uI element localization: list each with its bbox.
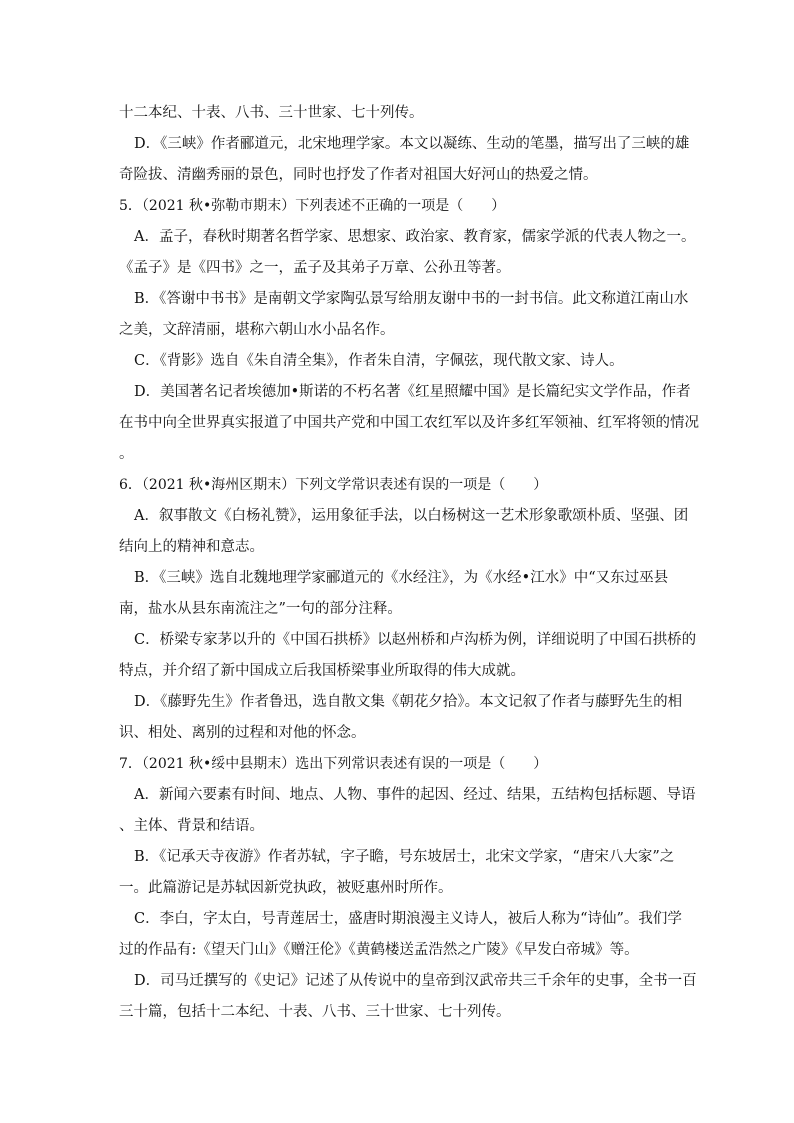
option-b-q5: B．《答谢中书书》是南朝文学家陶弘景写给朋友谢中书的一封书信。此文称道江南山水 (134, 291, 689, 307)
option-b-q6: B．《三峡》选自北魏地理学家郦道元的《水经注》，为《水经•江水》中“又东过巫县 (134, 570, 669, 586)
option-a-q7: A．新闻六要素有时间、地点、人物、事件的起因、经过、结果，五结构包括标题、导语 (134, 787, 696, 803)
option-c-q7: C．李白，字太白，号青莲居士，盛唐时期浪漫主义诗人，被后人称为“诗仙”。我们学 (134, 911, 682, 927)
text-line: 在书中向全世界真实报道了中国共产党和中国工农红军以及许多红军领袖、红军将领的情况 (119, 415, 699, 431)
text-line: 《孟子》是《四书》之一，孟子及其弟子万章、公孙丑等著。 (119, 260, 511, 276)
text-line: 十二本纪、十表、八书、三十世家、七十列传。 (119, 105, 424, 121)
option-d-q7: D．司马迁撰写的《史记》记述了从传说中的皇帝到汉武帝共三千余年的史事，全书一百 (134, 973, 697, 989)
option-a-q5: A．孟子，春秋时期著名哲学家、思想家、政治家、教育家，儒家学派的代表人物之一。 (134, 229, 696, 245)
text-line: 一。此篇游记是苏轼因新党执政，被贬惠州时所作。 (119, 880, 453, 896)
text-line: 、主体、背景和结语。 (119, 818, 264, 834)
text-line: 特点，并介绍了新中国成立后我国桥梁事业所取得的伟大成就。 (119, 663, 525, 679)
option-d-q6: D．《藤野先生》作者鲁迅，选自散文集《朝花夕拾》。本文记叙了作者与藤野先生的相 (134, 694, 683, 710)
text-line: 之美，文辞清丽，堪称六朝山水小品名作。 (119, 322, 395, 338)
text-line: 过的作品有:《望天门山》《赠汪伦》《黄鹤楼送孟浩然之广陵》《早发白帝城》等。 (119, 942, 639, 958)
text-line: 。 (119, 446, 134, 462)
option-d-q4: D．《三峡》作者郦道元，北宋地理学家。本文以凝练、生动的笔墨，描写出了三峡的雄 (134, 136, 690, 152)
question-6: 6．（2021 秋•海州区期末）下列文学常识表述有误的一项是（ ） (119, 477, 548, 493)
option-d-q5: D．美国著名记者埃德加•斯诺的不朽名著《红星照耀中国》是长篇纪实文学作品，作者 (134, 384, 691, 400)
option-a-q6: A．叙事散文《白杨礼赞》，运用象征手法，以白杨树这一艺术形象歌颂朴质、坚强、团 (134, 508, 689, 524)
option-c-q5: C．《背影》选自《朱自清全集》，作者朱自清，字佩弦，现代散文家、诗人。 (134, 353, 624, 369)
question-5: 5．（2021 秋•弥勒市期末）下列表述不正确的一项是（ ） (119, 198, 506, 214)
text-line: 结向上的精神和意志。 (119, 539, 264, 555)
text-line: 三十篇，包括十二本纪、十表、八书、三十世家、七十列传。 (119, 1004, 511, 1020)
option-c-q6: C．桥梁专家茅以升的《中国石拱桥》以赵州桥和卢沟桥为例，详细说明了中国石拱桥的 (134, 632, 697, 648)
text-line: 奇险拔、清幽秀丽的景色，同时也抒发了作者对祖国大好河山的热爱之情。 (119, 167, 598, 183)
text-line: 识、相处、离别的过程和对他的怀念。 (119, 725, 366, 741)
question-7: 7．（2021 秋•绥中县期末）选出下列常识表述有误的一项是（ ） (119, 756, 548, 772)
option-b-q7: B．《记承天寺夜游》作者苏轼，字子瞻，号东坡居士，北宋文学家，“唐宋八大家”之 (134, 849, 675, 865)
text-line: 南，盐水从县东南流注之”一句的部分注释。 (119, 601, 402, 617)
